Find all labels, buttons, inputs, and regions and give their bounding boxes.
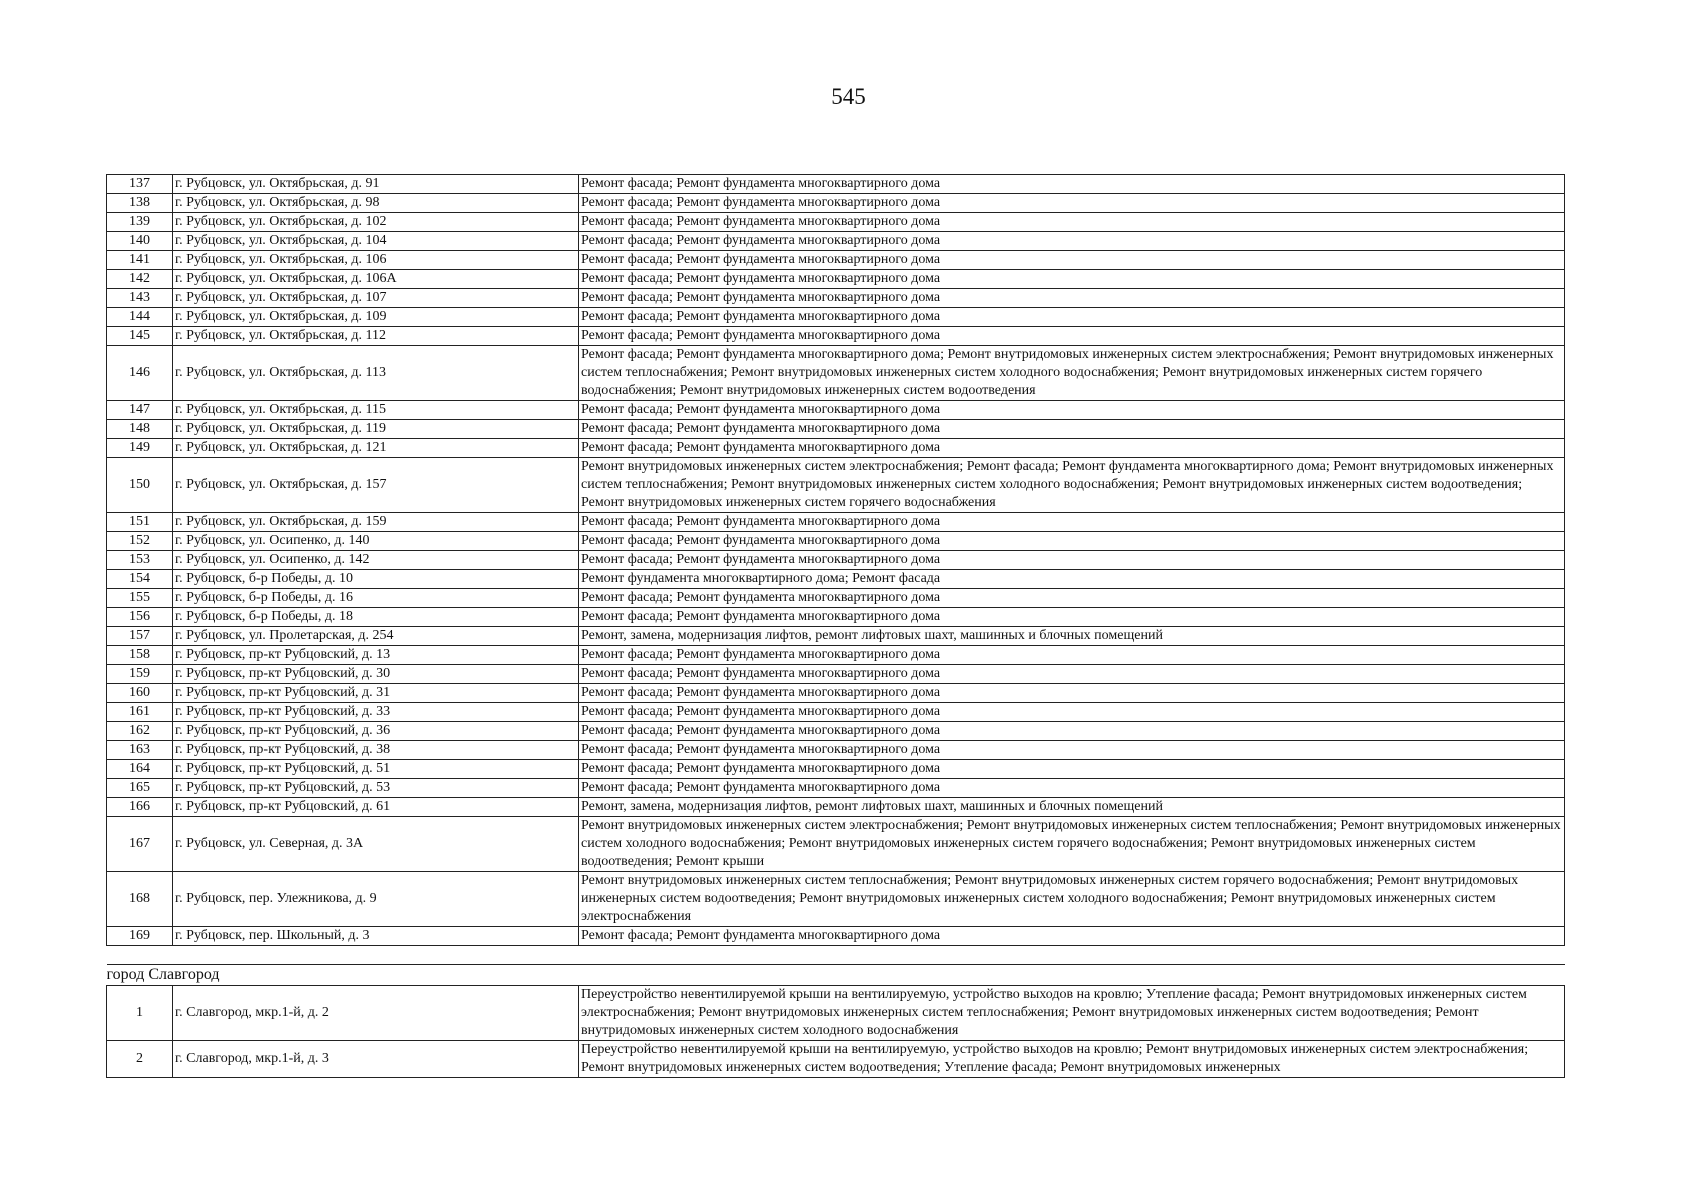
- row-number: 153: [107, 551, 173, 570]
- row-work-types: Ремонт фасада; Ремонт фундамента многоквартирного дома; Ремонт внутридомовых инженерных систем электроснабжения; Ремонт внутридомовых инженерных систем теплоснабжения; Ремонт внутридомовых инженерных систем холодного водоснабжения; Ремонт внутридомовых инженерных систем горячего водоснабжения; Ремонт внутридомовых инженерных систем водоотведения: [579, 346, 1565, 401]
- row-address: г. Рубцовск, пер. Школьный, д. 3: [173, 927, 579, 946]
- table-row: [107, 684, 1565, 703]
- row-number: 147: [107, 401, 173, 420]
- table-row: [107, 532, 1565, 551]
- table-row: [107, 779, 1565, 798]
- row-work-types: Ремонт, замена, модернизация лифтов, ремонт лифтовых шахт, машинных и блочных помещений: [579, 627, 1565, 646]
- table-row: [107, 570, 1565, 589]
- row-work-types: Ремонт фасада; Ремонт фундамента многоквартирного дома: [579, 589, 1565, 608]
- table-row: [107, 665, 1565, 684]
- row-number: 155: [107, 589, 173, 608]
- row-number: 143: [107, 289, 173, 308]
- table-body: [107, 175, 1565, 1078]
- capital-repair-table: [106, 174, 1565, 1078]
- row-address: г. Рубцовск, ул. Северная, д. 3А: [173, 817, 579, 872]
- row-number: 148: [107, 420, 173, 439]
- table-row: [107, 308, 1565, 327]
- table-row: [107, 798, 1565, 817]
- row-number: 152: [107, 532, 173, 551]
- table-row: [107, 513, 1565, 532]
- table-row: [107, 270, 1565, 289]
- table-row: [107, 646, 1565, 665]
- row-address: г. Рубцовск, ул. Октябрьская, д. 113: [173, 346, 579, 401]
- table-row: [107, 175, 1565, 194]
- row-address: г. Рубцовск, ул. Октябрьская, д. 109: [173, 308, 579, 327]
- row-work-types: Ремонт фасада; Ремонт фундамента многоквартирного дома: [579, 175, 1565, 194]
- row-number: 166: [107, 798, 173, 817]
- row-work-types: Ремонт фасада; Ремонт фундамента многоквартирного дома: [579, 270, 1565, 289]
- row-number: 146: [107, 346, 173, 401]
- table-row: [107, 589, 1565, 608]
- row-work-types: Ремонт фасада; Ремонт фундамента многоквартирного дома: [579, 194, 1565, 213]
- row-work-types: Ремонт фасада; Ремонт фундамента многоквартирного дома: [579, 760, 1565, 779]
- table-row: [107, 872, 1565, 927]
- row-work-types: Ремонт фасада; Ремонт фундамента многоквартирного дома: [579, 703, 1565, 722]
- row-work-types: Ремонт фасада; Ремонт фундамента многоквартирного дома: [579, 401, 1565, 420]
- table-row: [107, 213, 1565, 232]
- row-address: г. Рубцовск, ул. Октябрьская, д. 102: [173, 213, 579, 232]
- row-number: 165: [107, 779, 173, 798]
- row-work-types: Ремонт фасада; Ремонт фундамента многоквартирного дома: [579, 308, 1565, 327]
- row-work-types: Ремонт внутридомовых инженерных систем электроснабжения; Ремонт фасада; Ремонт фундамента многоквартирного дома; Ремонт внутридомовых инженерных систем теплоснабжения; Ремонт внутридомовых инженерных систем холодного водоснабжения; Ремонт внутридомовых инженерных систем водоотведения; Ремонт внутридомовых инженерных систем горячего водоснабжения: [579, 458, 1565, 513]
- row-work-types: Ремонт фасада; Ремонт фундамента многоквартирного дома: [579, 646, 1565, 665]
- row-number: 149: [107, 439, 173, 458]
- row-number: 158: [107, 646, 173, 665]
- spacer-cell: [107, 946, 1565, 965]
- row-address: г. Славгород, мкр.1-й, д. 3: [173, 1041, 579, 1078]
- row-address: г. Рубцовск, ул. Осипенко, д. 142: [173, 551, 579, 570]
- table-row: [107, 927, 1565, 946]
- table-row: [107, 327, 1565, 346]
- row-number: 137: [107, 175, 173, 194]
- table-row: [107, 817, 1565, 872]
- row-address: г. Рубцовск, пер. Улежникова, д. 9: [173, 872, 579, 927]
- table-row: [107, 194, 1565, 213]
- row-number: 139: [107, 213, 173, 232]
- row-work-types: Ремонт фасада; Ремонт фундамента многоквартирного дома: [579, 213, 1565, 232]
- row-number: 163: [107, 741, 173, 760]
- page-number: 545: [831, 84, 866, 109]
- table-row: [107, 251, 1565, 270]
- row-work-types: Ремонт фасада; Ремонт фундамента многоквартирного дома: [579, 779, 1565, 798]
- row-work-types: Ремонт фасада; Ремонт фундамента многоквартирного дома: [579, 327, 1565, 346]
- spacer-row: [107, 946, 1565, 965]
- row-number: 140: [107, 232, 173, 251]
- row-work-types: Ремонт фасада; Ремонт фундамента многоквартирного дома: [579, 289, 1565, 308]
- row-work-types: Ремонт фасада; Ремонт фундамента многоквартирного дома: [579, 927, 1565, 946]
- row-number: 141: [107, 251, 173, 270]
- row-address: г. Рубцовск, б-р Победы, д. 16: [173, 589, 579, 608]
- table-row: [107, 346, 1565, 401]
- row-address: г. Рубцовск, ул. Октябрьская, д. 157: [173, 458, 579, 513]
- row-address: г. Рубцовск, ул. Октябрьская, д. 98: [173, 194, 579, 213]
- row-address: г. Рубцовск, б-р Победы, д. 10: [173, 570, 579, 589]
- row-number: 161: [107, 703, 173, 722]
- row-address: г. Рубцовск, пр-кт Рубцовский, д. 31: [173, 684, 579, 703]
- row-work-types: Ремонт фасада; Ремонт фундамента многоквартирного дома: [579, 439, 1565, 458]
- row-number: 156: [107, 608, 173, 627]
- table-row: [107, 289, 1565, 308]
- row-work-types: Ремонт фасада; Ремонт фундамента многоквартирного дома: [579, 741, 1565, 760]
- row-address: г. Рубцовск, пр-кт Рубцовский, д. 33: [173, 703, 579, 722]
- row-address: г. Рубцовск, б-р Победы, д. 18: [173, 608, 579, 627]
- row-number: 2: [107, 1041, 173, 1078]
- row-work-types: Ремонт, замена, модернизация лифтов, ремонт лифтовых шахт, машинных и блочных помещений: [579, 798, 1565, 817]
- table-row: [107, 551, 1565, 570]
- row-number: 151: [107, 513, 173, 532]
- row-number: 138: [107, 194, 173, 213]
- row-address: г. Рубцовск, пр-кт Рубцовский, д. 38: [173, 741, 579, 760]
- row-work-types: Ремонт внутридомовых инженерных систем электроснабжения; Ремонт внутридомовых инженерных систем теплоснабжения; Ремонт внутридомовых инженерных систем холодного водоснабжения; Ремонт внутридомовых инженерных систем горячего водоснабжения; Ремонт внутридомовых инженерных систем водоотведения; Ремонт крыши: [579, 817, 1565, 872]
- table-row: [107, 232, 1565, 251]
- row-address: г. Рубцовск, ул. Осипенко, д. 140: [173, 532, 579, 551]
- table-row: [107, 458, 1565, 513]
- row-work-types: Переустройство невентилируемой крыши на вентилируемую, устройство выходов на кровлю; Утепление фасада; Ремонт внутридомовых инженерных систем электроснабжения; Ремонт внутридомовых инженерных систем теплоснабжения; Ремонт внутридомовых инженерных систем водоотведения; Ремонт внутридомовых инженерных систем холодного водоснабжения: [579, 986, 1565, 1041]
- row-work-types: Ремонт фасада; Ремонт фундамента многоквартирного дома: [579, 684, 1565, 703]
- row-address: г. Рубцовск, ул. Октябрьская, д. 121: [173, 439, 579, 458]
- row-number: 150: [107, 458, 173, 513]
- row-number: 162: [107, 722, 173, 741]
- table-row: [107, 722, 1565, 741]
- table-row: [107, 627, 1565, 646]
- table-row: [107, 420, 1565, 439]
- row-address: г. Рубцовск, ул. Октябрьская, д. 91: [173, 175, 579, 194]
- row-address: г. Рубцовск, ул. Октябрьская, д. 119: [173, 420, 579, 439]
- row-work-types: Ремонт фасада; Ремонт фундамента многоквартирного дома: [579, 722, 1565, 741]
- row-number: 157: [107, 627, 173, 646]
- row-address: г. Рубцовск, ул. Октябрьская, д. 159: [173, 513, 579, 532]
- row-address: г. Рубцовск, ул. Октябрьская, д. 115: [173, 401, 579, 420]
- row-address: г. Рубцовск, ул. Октябрьская, д. 107: [173, 289, 579, 308]
- row-address: г. Рубцовск, ул. Октябрьская, д. 106: [173, 251, 579, 270]
- row-address: г. Рубцовск, пр-кт Рубцовский, д. 30: [173, 665, 579, 684]
- row-address: г. Славгород, мкр.1-й, д. 2: [173, 986, 579, 1041]
- row-work-types: Ремонт фасада; Ремонт фундамента многоквартирного дома: [579, 665, 1565, 684]
- row-number: 142: [107, 270, 173, 289]
- row-address: г. Рубцовск, ул. Пролетарская, д. 254: [173, 627, 579, 646]
- row-number: 145: [107, 327, 173, 346]
- row-number: 1: [107, 986, 173, 1041]
- row-address: г. Рубцовск, ул. Октябрьская, д. 112: [173, 327, 579, 346]
- row-number: 169: [107, 927, 173, 946]
- row-work-types: Ремонт фасада; Ремонт фундамента многоквартирного дома: [579, 420, 1565, 439]
- row-number: 144: [107, 308, 173, 327]
- table-row: [107, 401, 1565, 420]
- row-address: г. Рубцовск, пр-кт Рубцовский, д. 36: [173, 722, 579, 741]
- row-work-types: Ремонт фасада; Ремонт фундамента многоквартирного дома: [579, 251, 1565, 270]
- row-work-types: Ремонт фасада; Ремонт фундамента многоквартирного дома: [579, 513, 1565, 532]
- section-title: город Славгород: [107, 965, 1565, 986]
- row-number: 160: [107, 684, 173, 703]
- row-address: г. Рубцовск, пр-кт Рубцовский, д. 53: [173, 779, 579, 798]
- row-work-types: Ремонт фундамента многоквартирного дома; Ремонт фасада: [579, 570, 1565, 589]
- row-work-types: Ремонт внутридомовых инженерных систем теплоснабжения; Ремонт внутридомовых инженерных систем горячего водоснабжения; Ремонт внутридомовых инженерных систем водоотведения; Ремонт внутридомовых инженерных систем холодного водоснабжения; Ремонт внутридомовых инженерных систем электроснабжения: [579, 872, 1565, 927]
- table-row: [107, 439, 1565, 458]
- table-row: [107, 1041, 1565, 1078]
- row-number: 159: [107, 665, 173, 684]
- row-work-types: Ремонт фасада; Ремонт фундамента многоквартирного дома: [579, 551, 1565, 570]
- row-address: г. Рубцовск, пр-кт Рубцовский, д. 13: [173, 646, 579, 665]
- row-number: 167: [107, 817, 173, 872]
- table-row: [107, 760, 1565, 779]
- table-row: [107, 741, 1565, 760]
- row-work-types: Ремонт фасада; Ремонт фундамента многоквартирного дома: [579, 532, 1565, 551]
- table-row: [107, 703, 1565, 722]
- row-work-types: Ремонт фасада; Ремонт фундамента многоквартирного дома: [579, 232, 1565, 251]
- row-number: 164: [107, 760, 173, 779]
- section-header-row: [107, 965, 1565, 986]
- row-address: г. Рубцовск, ул. Октябрьская, д. 106А: [173, 270, 579, 289]
- row-address: г. Рубцовск, пр-кт Рубцовский, д. 51: [173, 760, 579, 779]
- table-row: [107, 986, 1565, 1041]
- row-address: г. Рубцовск, ул. Октябрьская, д. 104: [173, 232, 579, 251]
- table-row: [107, 608, 1565, 627]
- row-work-types: Переустройство невентилируемой крыши на вентилируемую, устройство выходов на кровлю; Ремонт внутридомовых инженерных систем электроснабжения; Ремонт внутридомовых инженерных систем водоотведения; Утепление фасада; Ремонт внутридомовых инженерных: [579, 1041, 1565, 1078]
- row-work-types: Ремонт фасада; Ремонт фундамента многоквартирного дома: [579, 608, 1565, 627]
- row-number: 168: [107, 872, 173, 927]
- row-number: 154: [107, 570, 173, 589]
- row-address: г. Рубцовск, пр-кт Рубцовский, д. 61: [173, 798, 579, 817]
